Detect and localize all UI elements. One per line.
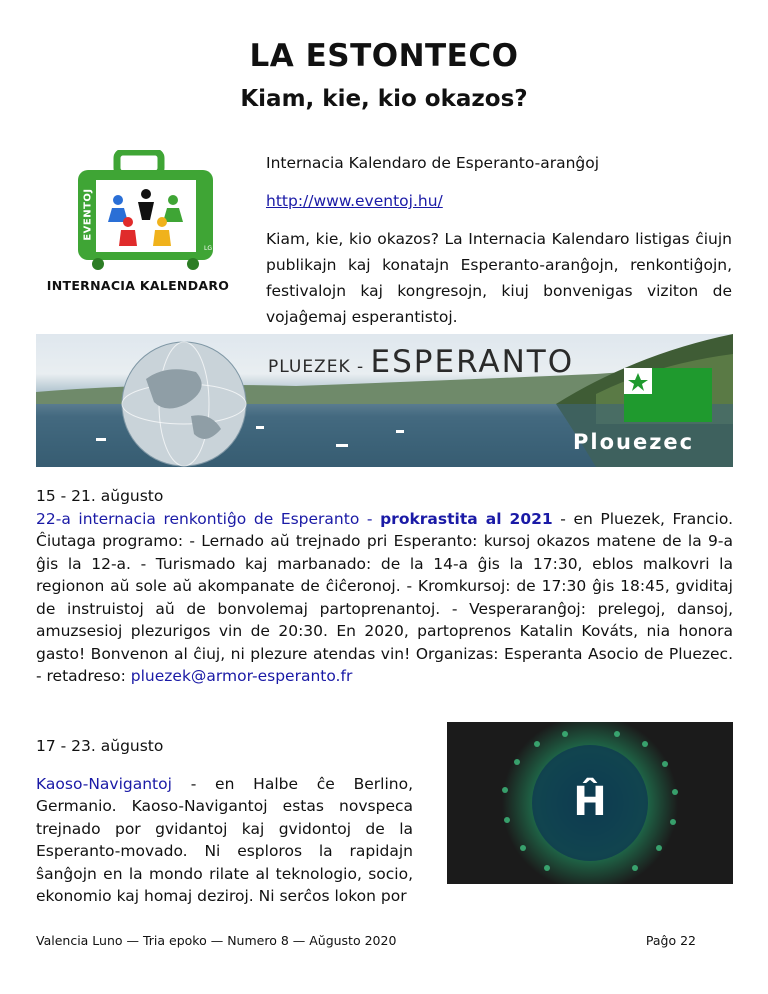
logo-side-label: EVENTOJ (82, 188, 94, 241)
logo-side-label-holder (80, 177, 94, 257)
event-date-2: 17 - 23. aŭgusto (36, 737, 164, 755)
event-status-1: prokrastita al 2021 (380, 509, 553, 528)
event-name-link-1[interactable]: 22-a internacia renkontiĝo de Esperanto (36, 509, 360, 528)
logo-caption: INTERNACIA KALENDARO (46, 278, 230, 293)
event-body-2: - en Halbe ĉe Berlino, Germanio. Kaoso-Navigantoj estas novspeca trejnado por gvidantoj kaj gvidontoj de la Esperanto-movado. Ni esploros la rapidajn ŝanĝojn en la mondo rilate al teknologio, socio, ekonomio kaj homaj deziroj. Ni serĉos lokon por (36, 774, 413, 905)
event-body-1: - en Pluezek, Francio. Ĉiutaga programo: - Lernado aŭ trejnado pri Esperanto: kursoj okazos matene de la 9-a ĝis la 12-a. - Turismado kaj marbanado: de la 14-a ĝis la 17:30, eblos malkovri la regionon aŭ sole aŭ akompanate de ĉiĉeronoj. - Kromkursoj: de 17:30 ĝis 18:45, gviditaj de instruistoj aŭ de bonvolemaj partoprenantoj. - Vesperaranĝoj: prelegoj, dansoj, amuzsesioj plezurigos vin de 20:30. En 2020, partoprenos Katalin Kováts, nia honora gasto! Bonvenon al ĉiuj, ni plezure atendas vin! Organizas: Esperanta Asocio de Pluezec. - retadreso: (36, 509, 733, 685)
image-letter: Ĥ (573, 779, 607, 825)
event-date-1: 15 - 21. aŭgusto (36, 487, 164, 505)
event-separator-1: - (359, 509, 381, 528)
calendar-link[interactable]: http://www.eventoj.hu/ (266, 192, 443, 210)
banner-title (268, 344, 574, 380)
page-footer (36, 933, 696, 948)
suitcase-icon (38, 150, 238, 275)
intro-paragraph: Kiam, kie, kio okazos? La Internacia Kalendaro listigas ĉiujn publikajn kaj konatajn Esperanto-aranĝojn, renkontiĝojn, festivalojn kaj kongresojn, kiuj bonvenigas viziton de vojaĝemaj esperantistoj. (266, 230, 732, 326)
kaoso-navigantoj-image (447, 722, 733, 884)
page-title: LA ESTONTECO (249, 38, 519, 74)
intro-block (266, 150, 732, 342)
eventoj-logo (38, 150, 238, 300)
banner-title-big: ESPERANTO (370, 344, 575, 380)
event-name-link-2[interactable]: Kaoso-Navigantoj (36, 774, 172, 793)
svg-text:LG: LG (204, 245, 212, 252)
event-email-link[interactable]: pluezek@armor-esperanto.fr (130, 667, 353, 685)
banner-place: Plouezec (573, 430, 695, 454)
pluezek-banner (36, 334, 733, 467)
footer-publication: Valencia Luno — Tria epoko — Numero 8 — Aŭgusto 2020 (36, 933, 397, 948)
page-subtitle: Kiam, kie, kio okazos? (240, 86, 528, 112)
footer-page-number: Paĝo 22 (645, 933, 696, 948)
event-article-2 (36, 735, 413, 908)
event-article-1 (36, 485, 733, 688)
banner-title-small: PLUEZEK - (268, 357, 371, 377)
intro-heading: Internacia Kalendaro de Esperanto-aranĝoj (266, 154, 600, 172)
